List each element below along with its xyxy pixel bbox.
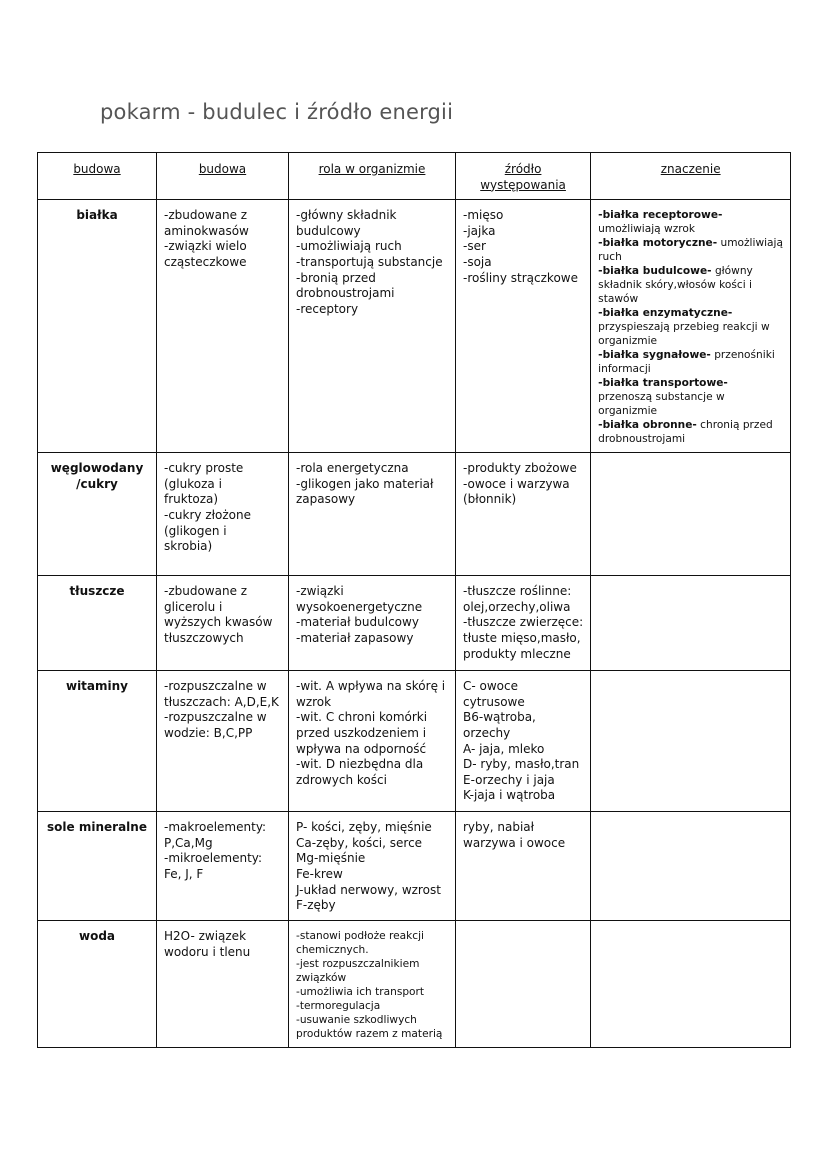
protein-type-item bbox=[598, 418, 783, 446]
cell-line: olej,orzechy,oliwa bbox=[463, 599, 571, 614]
cell-znaczenie bbox=[591, 200, 791, 453]
cell-line: wzrok bbox=[296, 694, 332, 709]
table-row bbox=[38, 453, 791, 576]
cell-line: -rozpuszczalne w bbox=[164, 710, 267, 725]
protein-type-desc: przenoszą substancje w organizmie bbox=[598, 391, 725, 418]
cell-line: -rola energetyczna bbox=[296, 461, 409, 476]
cell-budowa bbox=[157, 453, 289, 576]
header-budowa-2: budowa bbox=[157, 153, 289, 200]
cell-line: -zbudowane z bbox=[164, 584, 248, 599]
cell-line: -ser bbox=[463, 239, 486, 254]
cell-line: związków bbox=[296, 972, 347, 985]
nutrients-table bbox=[37, 152, 791, 1048]
cell-line: -cukry złożone bbox=[164, 507, 252, 522]
row-heading: woda bbox=[38, 921, 157, 1048]
cell-rola bbox=[289, 453, 456, 576]
cell-rola bbox=[289, 576, 456, 671]
cell-line: budulcowy bbox=[296, 223, 361, 238]
cell-line: -jest rozpuszczalnikiem bbox=[296, 958, 420, 971]
cell-line: -tłuszcze zwierzęce: bbox=[463, 615, 584, 630]
cell-line: -mięso bbox=[463, 208, 504, 223]
cell-line: F-zęby bbox=[296, 898, 336, 913]
cell-line: -rośliny strączkowe bbox=[463, 270, 578, 285]
cell-line: -zbudowane z bbox=[164, 208, 248, 223]
cell-zrodlo bbox=[456, 812, 591, 921]
cell-line: -związki bbox=[296, 584, 344, 599]
cell-line: A- jaja, mleko bbox=[463, 741, 545, 756]
table-row bbox=[38, 200, 791, 453]
row-heading: witaminy bbox=[38, 671, 157, 812]
cell-zrodlo bbox=[456, 453, 591, 576]
protein-type-item bbox=[598, 208, 783, 236]
protein-type-desc: główny składnik skóry,włosów kości i stawów bbox=[598, 265, 753, 306]
cell-line: wodzie: B,C,PP bbox=[164, 725, 253, 740]
cell-line: (błonnik) bbox=[463, 492, 517, 507]
cell-line: Ca-zęby, kości, serce bbox=[296, 835, 423, 850]
cell-line: -jajka bbox=[463, 223, 496, 238]
cell-line: C- owoce bbox=[463, 679, 519, 694]
cell-line: -soja bbox=[463, 254, 492, 269]
cell-line: -transportują substancje bbox=[296, 254, 443, 269]
protein-type-item bbox=[598, 264, 783, 306]
cell-line: cytrusowe bbox=[463, 694, 525, 709]
cell-budowa bbox=[157, 812, 289, 921]
cell-line: P- kości, zęby, mięśnie bbox=[296, 820, 432, 835]
cell-line: E-orzechy i jaja bbox=[463, 772, 555, 787]
protein-type-name: -białka transportowe- bbox=[598, 377, 728, 390]
cell-line: -stanowi podłoże reakcji bbox=[296, 930, 425, 943]
cell-line: Mg-mięśnie bbox=[296, 851, 366, 866]
protein-type-desc: umożliwiają ruch bbox=[598, 237, 783, 264]
cell-line: -wit. A wpływa na skórę i bbox=[296, 679, 446, 694]
cell-line: zdrowych kości bbox=[296, 772, 387, 787]
cell-line: -receptory bbox=[296, 301, 359, 316]
cell-line: -materiał zapasowy bbox=[296, 630, 414, 645]
cell-line: tłuszczach: A,D,E,K bbox=[164, 694, 279, 709]
cell-line: ryby, nabiał bbox=[463, 820, 535, 835]
cell-znaczenie bbox=[591, 921, 791, 1048]
cell-zrodlo bbox=[456, 671, 591, 812]
cell-line: aminokwasów bbox=[164, 223, 249, 238]
protein-type-name: -białka motoryczne- bbox=[598, 237, 718, 250]
cell-line: -główny składnik bbox=[296, 208, 397, 223]
row-heading: białka bbox=[38, 200, 157, 453]
cell-line: Fe-krew bbox=[296, 866, 343, 881]
row-heading: węglowodany /cukry bbox=[38, 453, 157, 576]
cell-line: -związki wielo bbox=[164, 239, 247, 254]
cell-line: (glikogen i bbox=[164, 523, 227, 538]
cell-line: produktów razem z materią bbox=[296, 1028, 443, 1041]
protein-type-name: -białka enzymatyczne- bbox=[598, 307, 733, 320]
cell-line: -owoce i warzywa bbox=[463, 476, 570, 491]
protein-type-desc: umożliwiają wzrok bbox=[598, 223, 696, 236]
header-znaczenie: znaczenie bbox=[591, 153, 791, 200]
cell-line: przed uszkodzeniem i bbox=[296, 725, 427, 740]
protein-type-name: -białka obronne- bbox=[598, 419, 697, 432]
protein-type-item bbox=[598, 306, 783, 348]
protein-type-name: -białka receptorowe- bbox=[598, 209, 723, 222]
protein-type-name: -białka budulcowe- bbox=[598, 265, 712, 278]
header-row bbox=[38, 153, 791, 200]
cell-line: wyższych kwasów bbox=[164, 615, 273, 630]
cell-line: -umożliwia ich transport bbox=[296, 986, 425, 999]
protein-type-desc: przyspieszają przebieg reakcji w organizmie bbox=[598, 321, 770, 348]
cell-zrodlo bbox=[456, 200, 591, 453]
cell-line: wodoru i tlenu bbox=[164, 944, 251, 959]
cell-line: -makroelementy: bbox=[164, 820, 267, 835]
cell-budowa bbox=[157, 671, 289, 812]
cell-budowa bbox=[157, 921, 289, 1048]
cell-line: -rozpuszczalne w bbox=[164, 679, 267, 694]
cell-line: -bronią przed bbox=[296, 270, 376, 285]
row-heading: tłuszcze bbox=[38, 576, 157, 671]
page-title: pokarm - budulec i źródło energii bbox=[100, 100, 454, 124]
cell-line: -materiał budulcowy bbox=[296, 615, 419, 630]
cell-line: B6-wątroba, bbox=[463, 710, 536, 725]
cell-zrodlo bbox=[456, 921, 591, 1048]
table-row bbox=[38, 921, 791, 1048]
cell-line: K-jaja i wątroba bbox=[463, 788, 556, 803]
header-budowa-1: budowa bbox=[38, 153, 157, 200]
cell-rola bbox=[289, 921, 456, 1048]
table-row bbox=[38, 812, 791, 921]
cell-line: -wit. C chroni komórki bbox=[296, 710, 428, 725]
cell-line: H2O- związek bbox=[164, 929, 247, 944]
cell-line: -tłuszcze roślinne: bbox=[463, 584, 572, 599]
table-row bbox=[38, 576, 791, 671]
cell-line: -cukry proste bbox=[164, 461, 244, 476]
cell-line: warzywa i owoce bbox=[463, 835, 566, 850]
cell-line: skrobia) bbox=[164, 539, 213, 554]
cell-line: P,Ca,Mg bbox=[164, 835, 213, 850]
protein-type-item bbox=[598, 348, 783, 376]
cell-budowa bbox=[157, 576, 289, 671]
cell-line: fruktoza) bbox=[164, 492, 219, 507]
cell-line: -produkty zbożowe bbox=[463, 461, 577, 476]
protein-type-item bbox=[598, 236, 783, 264]
cell-line: zapasowy bbox=[296, 492, 356, 507]
cell-line: (glukoza i bbox=[164, 476, 222, 491]
cell-rola bbox=[289, 671, 456, 812]
cell-line: J-układ nerwowy, wzrost bbox=[296, 882, 441, 897]
cell-line: Fe, J, F bbox=[164, 866, 204, 881]
cell-line: drobnoustrojami bbox=[296, 286, 395, 301]
cell-line: tłuste mięso,masło, bbox=[463, 630, 581, 645]
cell-line: -usuwanie szkodliwych bbox=[296, 1014, 417, 1027]
cell-line: wysokoenergetyczne bbox=[296, 599, 423, 614]
cell-line: D- ryby, masło,tran bbox=[463, 757, 580, 772]
cell-line: -umożliwiają ruch bbox=[296, 239, 402, 254]
cell-line: wpływa na odporność bbox=[296, 741, 427, 756]
header-rola: rola w organizmie bbox=[289, 153, 456, 200]
cell-budowa bbox=[157, 200, 289, 453]
cell-line: glicerolu i bbox=[164, 599, 223, 614]
cell-line: -wit. D niezbędna dla bbox=[296, 757, 424, 772]
cell-znaczenie bbox=[591, 812, 791, 921]
cell-znaczenie bbox=[591, 453, 791, 576]
header-zrodlo: źródło występowania bbox=[456, 153, 591, 200]
cell-line: produkty mleczne bbox=[463, 646, 571, 661]
cell-znaczenie bbox=[591, 576, 791, 671]
table-row bbox=[38, 671, 791, 812]
cell-line: -glikogen jako materiał bbox=[296, 476, 434, 491]
cell-zrodlo bbox=[456, 576, 591, 671]
protein-type-desc: chronią przed drobnoustrojami bbox=[598, 419, 773, 446]
cell-znaczenie bbox=[591, 671, 791, 812]
cell-line: -termoregulacja bbox=[296, 1000, 381, 1013]
cell-rola bbox=[289, 200, 456, 453]
cell-rola bbox=[289, 812, 456, 921]
protein-type-name: -białka sygnałowe- bbox=[598, 349, 711, 362]
protein-type-desc: przenośniki informacji bbox=[598, 349, 775, 376]
protein-type-item bbox=[598, 376, 783, 418]
cell-line: cząsteczkowe bbox=[164, 254, 247, 269]
cell-line: -mikroelementy: bbox=[164, 851, 263, 866]
row-heading: sole mineralne bbox=[38, 812, 157, 921]
cell-line: chemicznych. bbox=[296, 944, 369, 957]
cell-line: tłuszczowych bbox=[164, 630, 244, 645]
cell-line: orzechy bbox=[463, 725, 511, 740]
